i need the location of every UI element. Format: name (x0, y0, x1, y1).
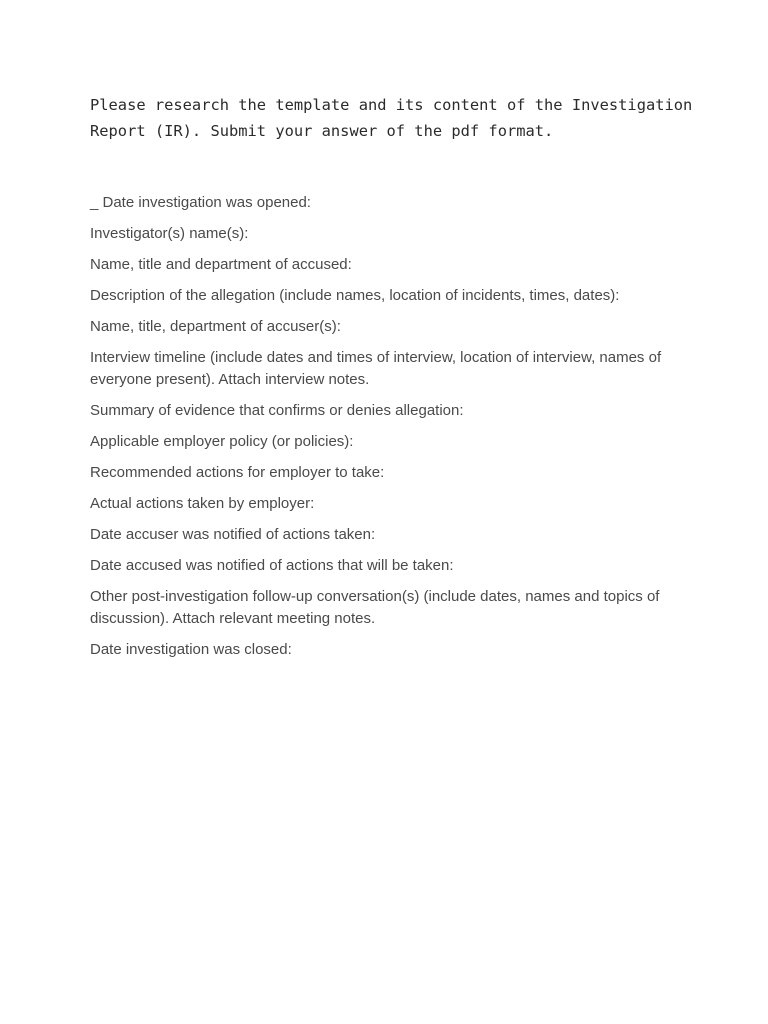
field-accuser-notified-date: Date accuser was notified of actions taken: (90, 526, 376, 543)
field-employer-policy: Applicable employer policy (or policies): (90, 433, 354, 450)
field-date-closed: Date investigation was closed: (90, 641, 292, 658)
report-fields-list (90, 192, 680, 670)
field-investigator-names: Investigator(s) name(s): (90, 225, 249, 242)
field-allegation-description: Description of the allegation (include names, location of incidents, times, dates): (90, 287, 620, 304)
field-follow-up-conversations: Other post-investigation follow-up conversation(s) (include dates, names and topics of discussion). Attach relevant meeting notes. (90, 588, 660, 627)
assignment-instructions (90, 92, 693, 144)
instructions-line-1: Please research the template and its content of the Investigation (90, 96, 693, 114)
field-actual-actions: Actual actions taken by employer: (90, 495, 315, 512)
field-accused-notified-date: Date accused was notified of actions that will be taken: (90, 557, 454, 574)
field-recommended-actions: Recommended actions for employer to take: (90, 464, 385, 481)
field-accuser-details: Name, title, department of accuser(s): (90, 318, 341, 335)
field-accused-details: Name, title and department of accused: (90, 256, 352, 273)
field-interview-timeline: Interview timeline (include dates and times of interview, location of interview, names of everyone present). Attach interview notes. (90, 349, 662, 388)
instructions-line-2: Report (IR). Submit your answer of the pdf format. (90, 122, 554, 140)
field-evidence-summary: Summary of evidence that confirms or denies allegation: (90, 402, 464, 419)
field-date-opened: _ Date investigation was opened: (90, 194, 311, 211)
